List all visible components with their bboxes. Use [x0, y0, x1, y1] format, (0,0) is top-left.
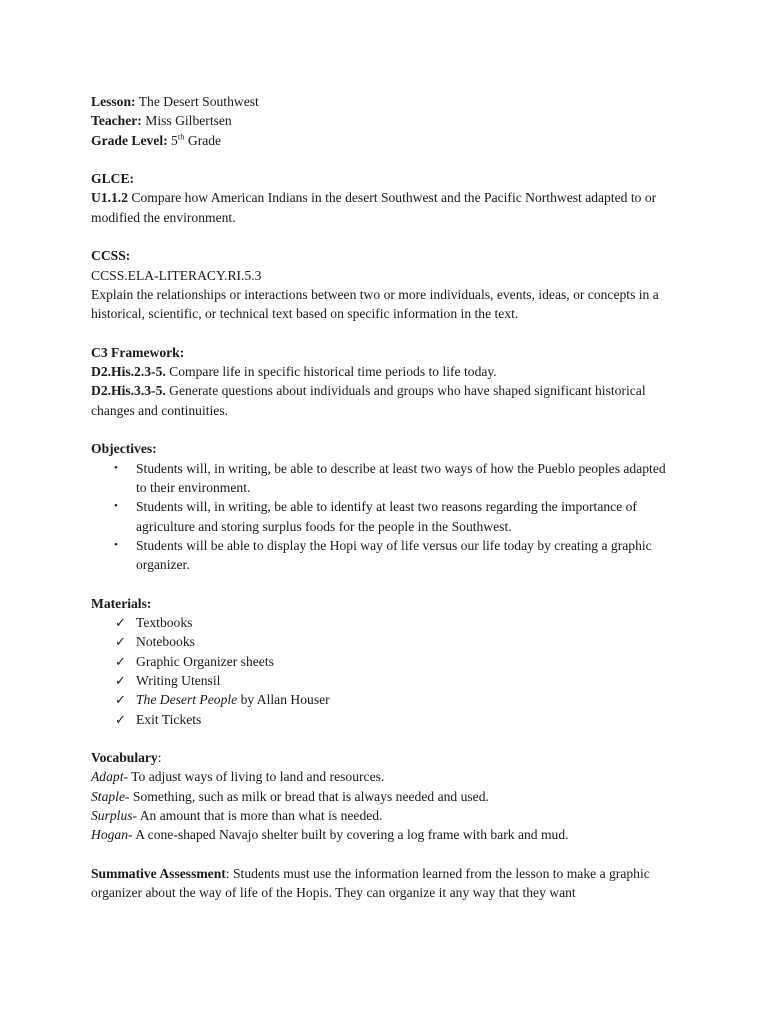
- c3-standard: [91, 362, 671, 381]
- lesson-plan-page: [91, 92, 671, 902]
- vocabulary-heading: Vocabulary:: [91, 750, 162, 766]
- summative-assessment: [91, 864, 671, 903]
- ccss-code: CCSS.ELA-LITERACY.RI.5.3: [91, 267, 262, 283]
- checkmark-icon: ✓: [115, 672, 126, 688]
- checkmark-icon: ✓: [115, 653, 126, 669]
- vocab-term: Surplus: [91, 807, 133, 823]
- list-item: ✓ Textbooks: [91, 613, 671, 632]
- summative-heading: Summative Assessment: [91, 865, 226, 881]
- glce-heading: GLCE:: [91, 171, 135, 187]
- vocab-entry: [91, 825, 671, 844]
- materials-list: [91, 613, 671, 729]
- c3-code: D2.His.3.3-5.: [91, 383, 166, 399]
- ccss-heading: CCSS:: [91, 248, 131, 264]
- vocab-entry: [91, 787, 671, 806]
- lesson-label: Lesson:: [91, 94, 136, 109]
- teacher-line: [91, 111, 671, 130]
- grade-word: Grade: [187, 132, 222, 148]
- c3-text: Compare life in specific historical time periods to life today.: [169, 364, 497, 380]
- vocab-term: Hogan: [91, 827, 129, 843]
- glce-standard: [91, 188, 671, 227]
- c3-heading: C3 Framework:: [91, 344, 185, 360]
- vocab-entry: [91, 767, 671, 786]
- checkmark-icon: ✓: [115, 692, 126, 708]
- vocab-entry: [91, 806, 671, 825]
- objectives-heading: Objectives:: [91, 441, 157, 457]
- grade-superscript: th: [177, 131, 185, 142]
- bullet-icon: •: [114, 461, 118, 474]
- list-item: • Students will, in writing, be able to describe at least two ways of how the Pueblo peoples adapted to their environment.: [114, 460, 666, 495]
- glce-code: U1.1.2: [91, 190, 129, 206]
- vocab-term: Adapt: [91, 769, 124, 785]
- summative-text: : Students must use the information learned from the lesson to make a graphic organizer about the way of life of the Hopis. They can organize it any way that they want: [91, 865, 650, 901]
- vocab-definition: - An amount that is more than what is needed.: [132, 807, 383, 823]
- vocab-definition: - To adjust ways of living to land and resources.: [123, 769, 385, 785]
- list-item: [91, 690, 671, 709]
- bullet-icon: •: [114, 500, 118, 513]
- list-item: ✓ Writing Utensil: [91, 671, 671, 690]
- book-title: The Desert People: [136, 692, 238, 708]
- vocab-definition: - Something, such as milk or bread that is always needed and used.: [124, 788, 489, 804]
- grade-line: [91, 131, 671, 150]
- teacher-label: Teacher:: [91, 113, 142, 129]
- list-item: ✓ Exit Tickets: [91, 710, 671, 729]
- grade-number: 5: [171, 132, 178, 148]
- c3-standard: [91, 381, 671, 420]
- lesson-value: The Desert Southwest: [138, 94, 259, 109]
- objectives-list: [91, 459, 671, 575]
- checkmark-icon: ✓: [115, 615, 126, 631]
- vocab-term: Staple: [91, 788, 125, 804]
- ccss-text: Explain the relationships or interactions between two or more individuals, events, ideas, or concepts in a historical, scientific, or technical text based on specific information in the text.: [91, 286, 659, 322]
- lesson-line: [91, 92, 671, 111]
- book-author: by Allan Houser: [237, 692, 330, 708]
- checkmark-icon: ✓: [115, 711, 126, 727]
- glce-text: Compare how American Indians in the desert Southwest and the Pacific Northwest adapted to or modified the environment.: [91, 190, 657, 225]
- materials-heading: Materials:: [91, 595, 152, 611]
- c3-code: D2.His.2.3-5.: [91, 364, 166, 380]
- vocab-definition: - A cone-shaped Navajo shelter built by covering a log frame with bark and mud.: [128, 827, 569, 843]
- teacher-value: Miss Gilbertsen: [145, 113, 232, 129]
- bullet-icon: •: [114, 538, 118, 551]
- list-item: • Students will be able to display the Hopi way of life versus our life today by creating a graphic organizer.: [114, 537, 652, 573]
- list-item: ✓ Graphic Organizer sheets: [91, 652, 671, 671]
- list-item: • Students will, in writing, be able to identify at least two reasons regarding the importance of agriculture and storing surplus foods for the people in the Southwest.: [114, 499, 637, 534]
- c3-text: Generate questions about individuals and groups who have shaped significant historical changes and continuities.: [91, 383, 646, 418]
- checkmark-icon: ✓: [115, 634, 126, 650]
- list-item: ✓ Notebooks: [91, 632, 671, 651]
- grade-label: Grade Level:: [91, 132, 168, 148]
